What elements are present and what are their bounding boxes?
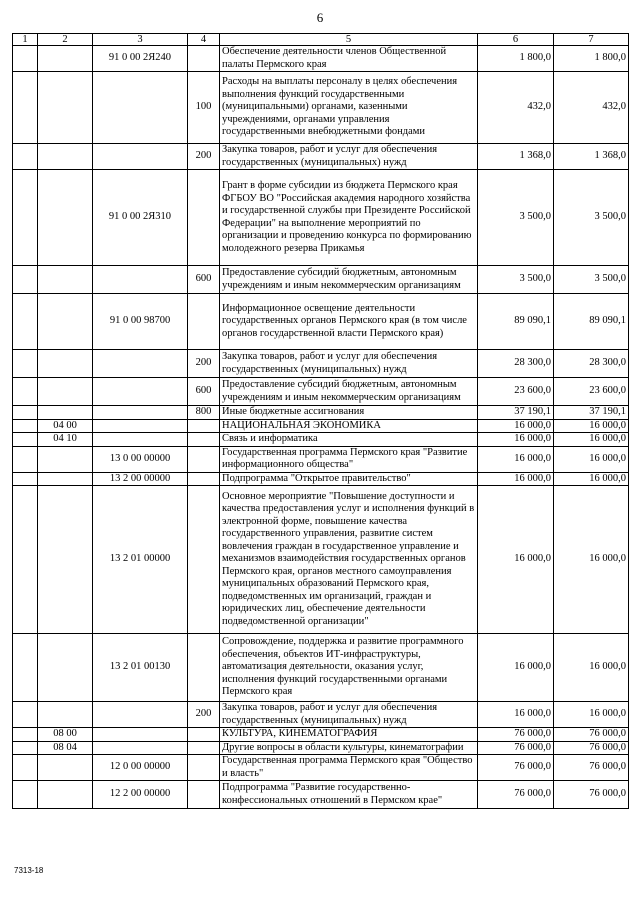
table-cell-c4: 200 (188, 350, 220, 378)
table-row (13, 378, 629, 406)
table-cell-c6: 76 000,0 (478, 755, 554, 781)
table-row (13, 144, 629, 170)
table-cell-c7: 16 000,0 (554, 446, 629, 472)
table-cell-c5: Государственная программа Пермского края "Общество и власть" (220, 755, 478, 781)
table-row (13, 486, 629, 634)
table-cell-c4: 100 (188, 72, 220, 144)
table-row (13, 472, 629, 486)
table-cell-c3 (93, 406, 188, 420)
table-cell-c6: 89 090,1 (478, 294, 554, 350)
table-cell-c6: 16 000,0 (478, 419, 554, 433)
column-header: 5 (220, 34, 478, 46)
table-cell-c4 (188, 46, 220, 72)
table-cell-c3: 12 2 00 00000 (93, 781, 188, 809)
table-row (13, 350, 629, 378)
table-row (13, 781, 629, 809)
header-row (13, 34, 629, 46)
column-header: 3 (93, 34, 188, 46)
table-cell-c4 (188, 419, 220, 433)
table-cell-c5: Обеспечение деятельности членов Общественной палаты Пермского края (220, 46, 478, 72)
table-cell-c5: Закупка товаров, работ и услуг для обеспечения государственных (муниципальных) нужд (220, 702, 478, 728)
table-cell-c6: 16 000,0 (478, 472, 554, 486)
table-cell-c6: 16 000,0 (478, 634, 554, 702)
table-cell-c6: 28 300,0 (478, 350, 554, 378)
document-code: 7313-18 (14, 866, 44, 875)
table-cell-c5: Государственная программа Пермского края "Развитие информационного общества" (220, 446, 478, 472)
table-cell-c7: 23 600,0 (554, 378, 629, 406)
table-cell-c2 (38, 378, 93, 406)
table-cell-c5: Расходы на выплаты персоналу в целях обеспечения выполнения функций государственными (муниципальными) органами, казенными учреждениями, органами управления государственными внебюджетными фондами (220, 72, 478, 144)
table-cell-c7: 76 000,0 (554, 728, 629, 742)
table-row (13, 294, 629, 350)
table-cell-c6: 3 500,0 (478, 266, 554, 294)
table-cell-c4: 600 (188, 266, 220, 294)
table-cell-c2 (38, 170, 93, 266)
column-header: 2 (38, 34, 93, 46)
column-header: 4 (188, 34, 220, 46)
table-cell-c4: 600 (188, 378, 220, 406)
table-cell-c3 (93, 702, 188, 728)
table-cell-c7: 16 000,0 (554, 702, 629, 728)
table-cell-c7: 3 500,0 (554, 266, 629, 294)
table-cell-c2 (38, 294, 93, 350)
table-cell-c2: 08 00 (38, 728, 93, 742)
table-cell-c3 (93, 741, 188, 755)
table-cell-c3 (93, 419, 188, 433)
table-cell-c3: 91 0 00 98700 (93, 294, 188, 350)
table-cell-c3 (93, 378, 188, 406)
table-cell-c4 (188, 728, 220, 742)
table-cell-c5: Основное мероприятие "Повышение доступности и качества предоставления услуг и исполнения функций в электронной форме, повышение качества государственного управления, развитие систем вовлечения граждан в государственное управление и механизмов взаимодействия государственных органов Пермского края, органов местного самоуправления муниципальных образований Пермского края, подведомственных им организаций, граждан и юридических лиц, обеспечение деятельности подведомственной организации" (220, 486, 478, 634)
table-row (13, 266, 629, 294)
table-cell-c2 (38, 634, 93, 702)
column-header: 6 (478, 34, 554, 46)
column-header: 7 (554, 34, 629, 46)
table-cell-c4 (188, 433, 220, 447)
table-cell-c6: 23 600,0 (478, 378, 554, 406)
table-cell-c1 (13, 406, 38, 420)
table-cell-c3 (93, 266, 188, 294)
table-cell-c2 (38, 446, 93, 472)
table-cell-c7: 3 500,0 (554, 170, 629, 266)
table-cell-c7: 1 800,0 (554, 46, 629, 72)
table-cell-c4 (188, 294, 220, 350)
table-cell-c6: 16 000,0 (478, 702, 554, 728)
table-cell-c7: 16 000,0 (554, 472, 629, 486)
table-cell-c2 (38, 144, 93, 170)
table-cell-c5: Сопровождение, поддержка и развитие программного обеспечения, объектов ИТ-инфраструктуры, автоматизация деятельности, оказания услуг, исполнения функций государственными органами Пермского края (220, 634, 478, 702)
table-cell-c5: Предоставление субсидий бюджетным, автономным учреждениям и иным некоммерческим организациям (220, 378, 478, 406)
table-row (13, 406, 629, 420)
table-cell-c1 (13, 144, 38, 170)
table-cell-c3: 13 0 00 00000 (93, 446, 188, 472)
table-cell-c5: НАЦИОНАЛЬНАЯ ЭКОНОМИКА (220, 419, 478, 433)
table-row (13, 728, 629, 742)
table-cell-c6: 1 368,0 (478, 144, 554, 170)
table-cell-c1 (13, 419, 38, 433)
table-cell-c6: 16 000,0 (478, 486, 554, 634)
table-cell-c2 (38, 472, 93, 486)
table-cell-c3: 91 0 00 2Я310 (93, 170, 188, 266)
table-cell-c2 (38, 72, 93, 144)
table-cell-c7: 76 000,0 (554, 781, 629, 809)
table-cell-c1 (13, 741, 38, 755)
table-cell-c4: 200 (188, 702, 220, 728)
table-cell-c1 (13, 486, 38, 634)
table-cell-c5: Закупка товаров, работ и услуг для обеспечения государственных (муниципальных) нужд (220, 350, 478, 378)
table-cell-c2 (38, 406, 93, 420)
table-cell-c6: 37 190,1 (478, 406, 554, 420)
table-row (13, 72, 629, 144)
table-cell-c3 (93, 433, 188, 447)
table-cell-c1 (13, 634, 38, 702)
table-cell-c1 (13, 433, 38, 447)
table-cell-c6: 76 000,0 (478, 728, 554, 742)
table-cell-c2 (38, 702, 93, 728)
table-cell-c5: Иные бюджетные ассигнования (220, 406, 478, 420)
table-cell-c2 (38, 46, 93, 72)
table-cell-c1 (13, 728, 38, 742)
table-cell-c6: 3 500,0 (478, 170, 554, 266)
table-cell-c1 (13, 46, 38, 72)
table-cell-c2: 08 04 (38, 741, 93, 755)
table-cell-c7: 16 000,0 (554, 419, 629, 433)
table-cell-c3: 12 0 00 00000 (93, 755, 188, 781)
table-cell-c7: 76 000,0 (554, 755, 629, 781)
table-cell-c5: Подпрограмма "Открытое правительство" (220, 472, 478, 486)
table-cell-c2 (38, 266, 93, 294)
table-cell-c5: Предоставление субсидий бюджетным, автономным учреждениям и иным некоммерческим организациям (220, 266, 478, 294)
table-cell-c4 (188, 755, 220, 781)
table-cell-c1 (13, 294, 38, 350)
table-cell-c5: Информационное освещение деятельности государственных органов Пермского края (в том числе органов государственной власти Пермского края) (220, 294, 478, 350)
table-cell-c1 (13, 702, 38, 728)
table-cell-c4 (188, 781, 220, 809)
table-cell-c7: 16 000,0 (554, 433, 629, 447)
table-cell-c6: 16 000,0 (478, 433, 554, 447)
table-cell-c7: 89 090,1 (554, 294, 629, 350)
table-cell-c6: 76 000,0 (478, 781, 554, 809)
table-cell-c2: 04 10 (38, 433, 93, 447)
table-row (13, 433, 629, 447)
table-cell-c3 (93, 728, 188, 742)
table-cell-c7: 16 000,0 (554, 486, 629, 634)
table-cell-c4 (188, 472, 220, 486)
table-cell-c5: Связь и информатика (220, 433, 478, 447)
table-cell-c2: 04 00 (38, 419, 93, 433)
table-cell-c4 (188, 741, 220, 755)
table-cell-c2 (38, 350, 93, 378)
page-number: 6 (316, 10, 324, 25)
table-cell-c3: 13 2 01 00130 (93, 634, 188, 702)
table-cell-c7: 76 000,0 (554, 741, 629, 755)
table-cell-c5: КУЛЬТУРА, КИНЕМАТОГРАФИЯ (220, 728, 478, 742)
table-cell-c7: 432,0 (554, 72, 629, 144)
table-cell-c1 (13, 266, 38, 294)
table-row (13, 755, 629, 781)
table-row (13, 446, 629, 472)
table-cell-c4: 800 (188, 406, 220, 420)
table-cell-c3: 91 0 00 2Я240 (93, 46, 188, 72)
table-cell-c7: 28 300,0 (554, 350, 629, 378)
table-cell-c4 (188, 486, 220, 634)
table-cell-c2 (38, 755, 93, 781)
table-row (13, 46, 629, 72)
table-row (13, 702, 629, 728)
table-cell-c3 (93, 350, 188, 378)
table-body (13, 34, 629, 809)
table-cell-c5: Грант в форме субсидии из бюджета Пермского края ФГБОУ ВО "Российская академия народного хозяйства и государственной службы при Президенте Российской Федерации" на выполнение мероприятий по организации и проведению конкурса по формированию молодежного резерва Прикамья (220, 170, 478, 266)
table-cell-c6: 76 000,0 (478, 741, 554, 755)
table-cell-c1 (13, 755, 38, 781)
table-cell-c1 (13, 350, 38, 378)
table-cell-c5: Другие вопросы в области культуры, кинематографии (220, 741, 478, 755)
table-row (13, 170, 629, 266)
table-cell-c1 (13, 446, 38, 472)
table-cell-c7: 16 000,0 (554, 634, 629, 702)
budget-table (12, 33, 629, 809)
table-cell-c4 (188, 446, 220, 472)
table-cell-c1 (13, 72, 38, 144)
table-cell-c3 (93, 144, 188, 170)
table-cell-c6: 432,0 (478, 72, 554, 144)
table-cell-c5: Закупка товаров, работ и услуг для обеспечения государственных (муниципальных) нужд (220, 144, 478, 170)
table-cell-c4: 200 (188, 144, 220, 170)
table-cell-c4 (188, 170, 220, 266)
table-cell-c6: 16 000,0 (478, 446, 554, 472)
table-cell-c3: 13 2 00 00000 (93, 472, 188, 486)
table-cell-c6: 1 800,0 (478, 46, 554, 72)
table-row (13, 741, 629, 755)
table-row (13, 634, 629, 702)
table-cell-c5: Подпрограмма "Развитие государственно-конфессиональных отношений в Пермском крае" (220, 781, 478, 809)
table-cell-c1 (13, 170, 38, 266)
table-cell-c3 (93, 72, 188, 144)
table-cell-c2 (38, 486, 93, 634)
table-cell-c3: 13 2 01 00000 (93, 486, 188, 634)
table-cell-c2 (38, 781, 93, 809)
table-cell-c7: 1 368,0 (554, 144, 629, 170)
table-cell-c1 (13, 378, 38, 406)
table-cell-c1 (13, 472, 38, 486)
table-cell-c1 (13, 781, 38, 809)
table-row (13, 419, 629, 433)
table-cell-c4 (188, 634, 220, 702)
table-cell-c7: 37 190,1 (554, 406, 629, 420)
column-header: 1 (13, 34, 38, 46)
